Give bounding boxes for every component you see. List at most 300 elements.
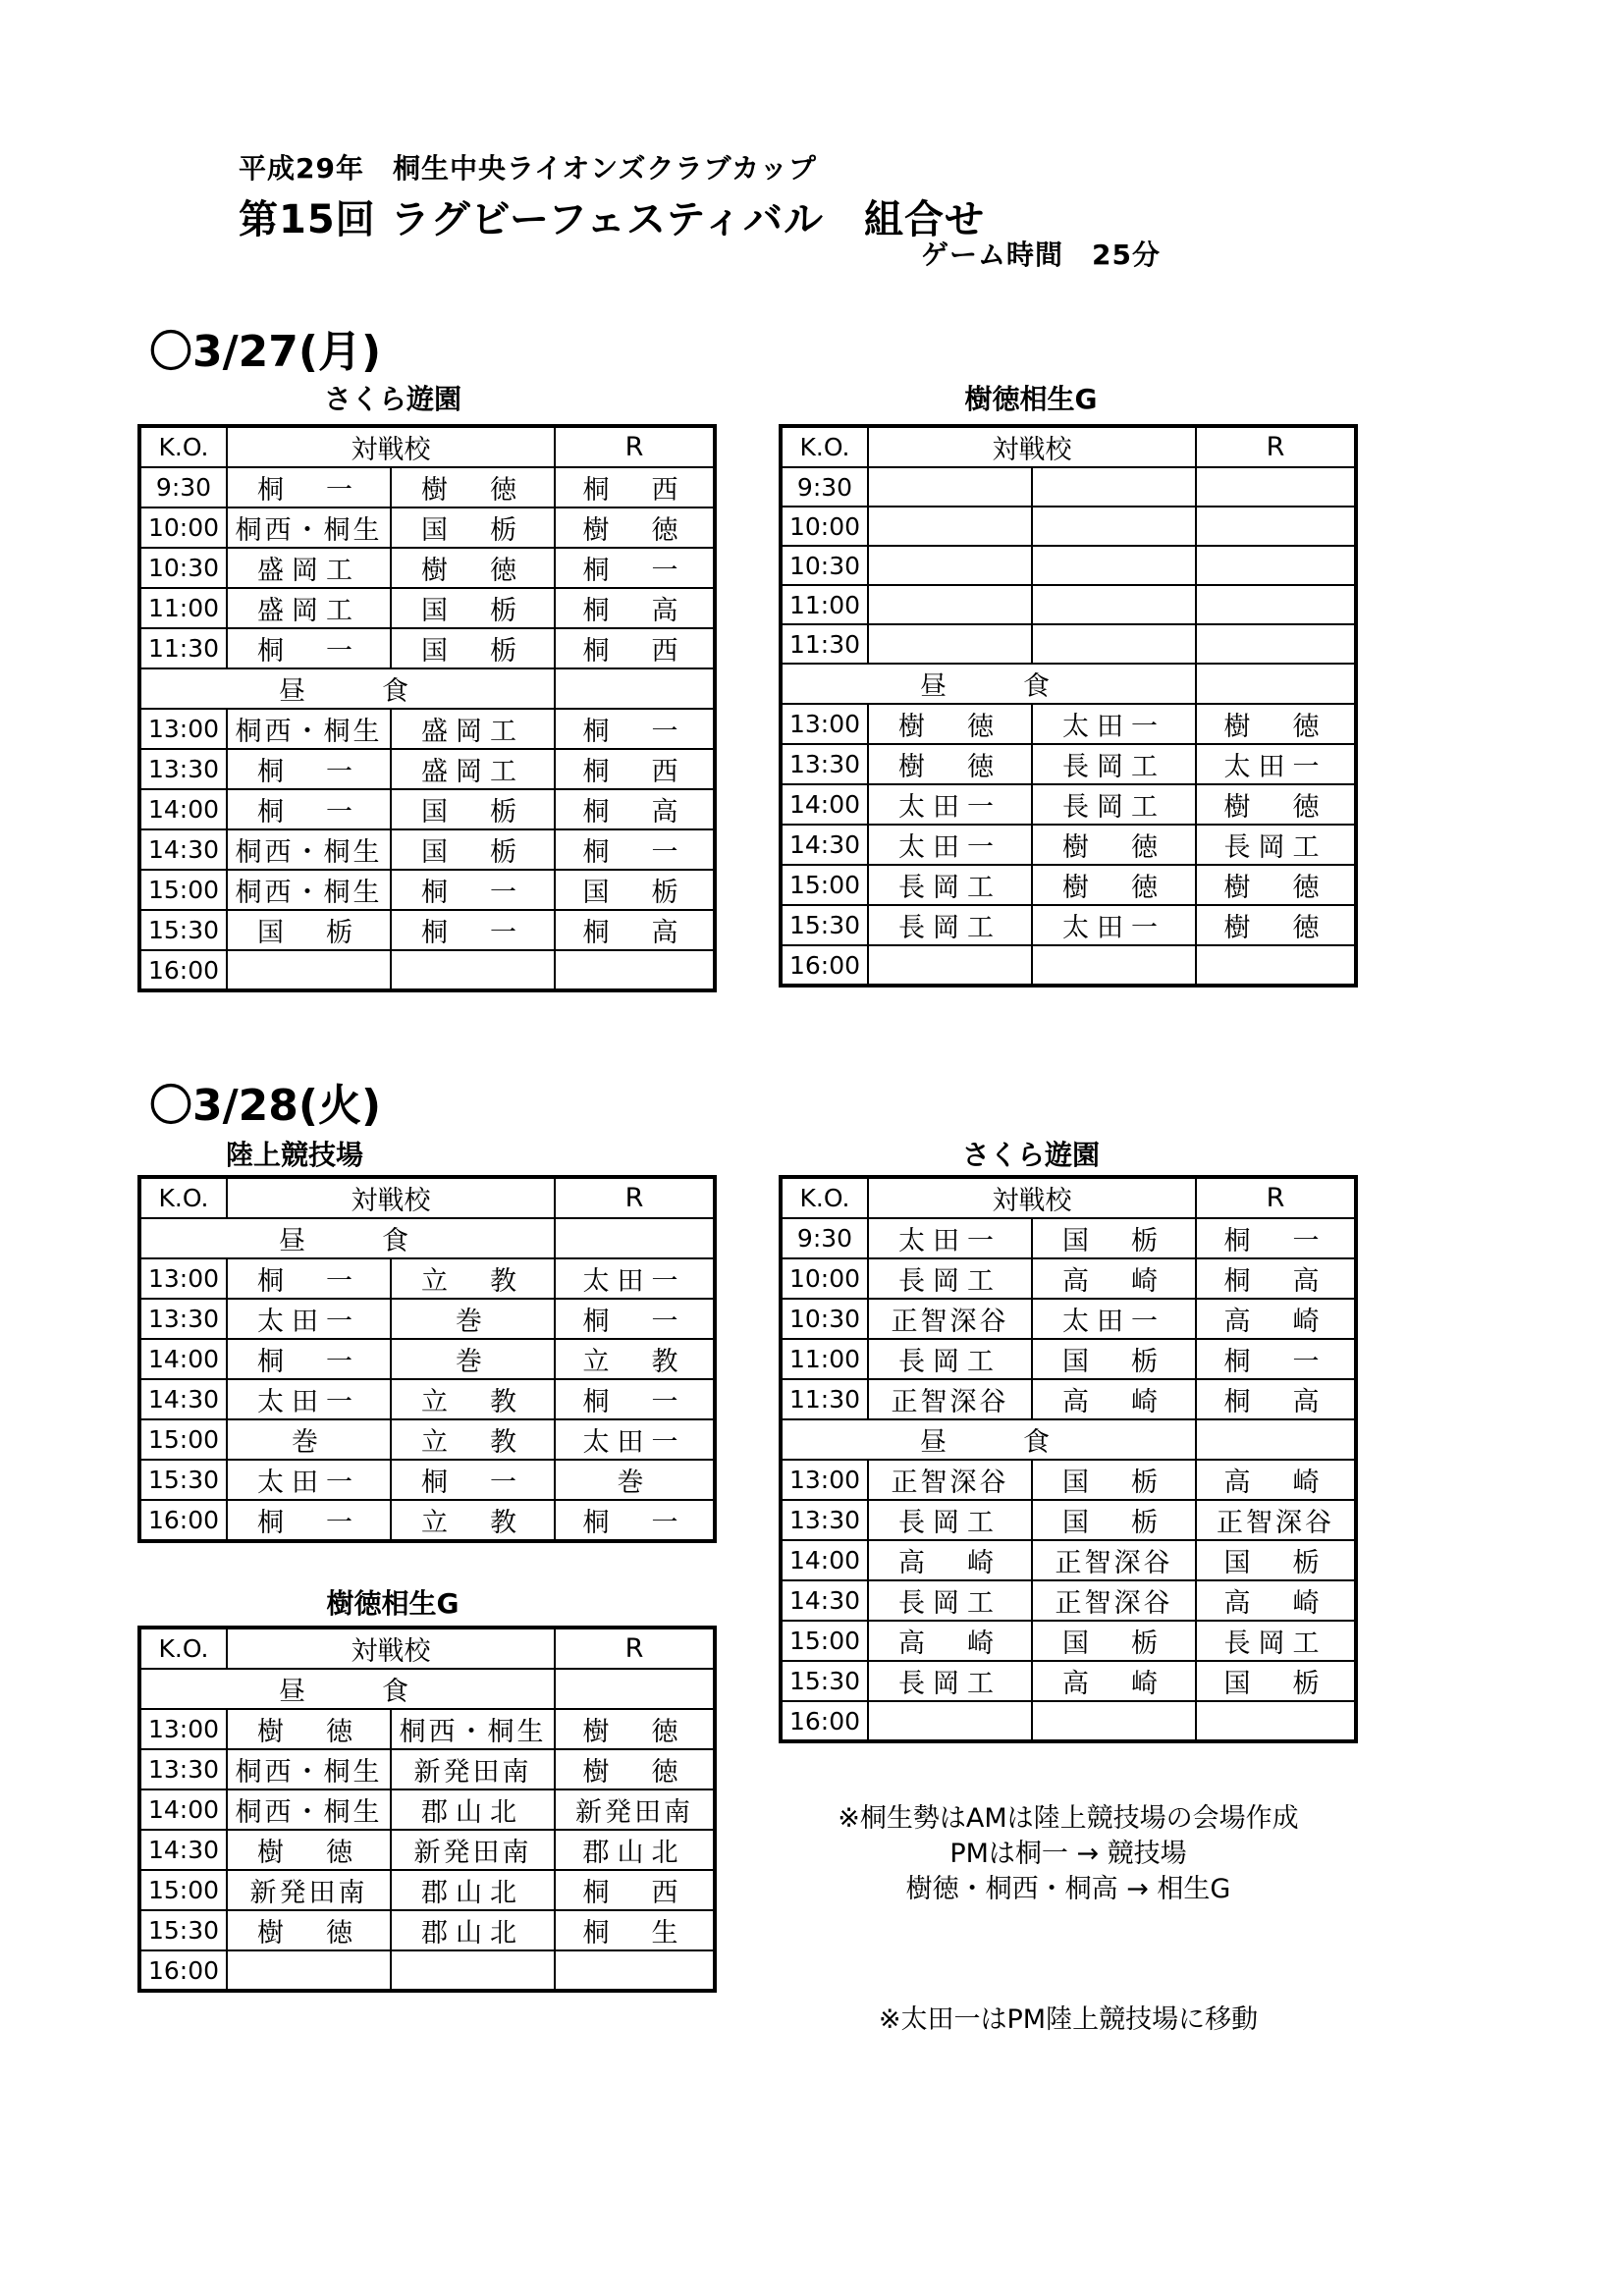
team-cell: 高 崎 [868, 1621, 1032, 1661]
subtitle: 平成29年 桐生中央ライオンズクラブカップ [239, 152, 817, 185]
page-title: 第15回 ラグビーフェスティバル 組合せ [239, 197, 985, 242]
table-row [781, 704, 1356, 744]
table-row [139, 1218, 715, 1258]
referee-cell: 長岡工 [1196, 825, 1356, 865]
table-row [139, 588, 715, 628]
kickoff-time-cell: 14:30 [781, 1580, 868, 1621]
table-row [781, 1580, 1356, 1621]
team-cell: 桐 一 [391, 870, 555, 910]
referee-cell: 新発田南 [555, 1789, 715, 1830]
referee-cell: 正智深谷 [1196, 1500, 1356, 1540]
team-cell: 国 栃 [1032, 1621, 1196, 1661]
kickoff-time-cell: 16:00 [781, 1701, 868, 1741]
team-cell: 長岡工 [1032, 744, 1196, 784]
table-row [781, 1540, 1356, 1580]
team-cell: 国 栃 [391, 829, 555, 870]
column-header-ko: K.O. [781, 1177, 868, 1218]
referee-cell: 桐 生 [555, 1910, 715, 1950]
table-row [781, 1379, 1356, 1419]
referee-cell: 高 崎 [1196, 1460, 1356, 1500]
team-cell: 樹 徳 [227, 1910, 391, 1950]
team-cell: 国 栃 [1032, 1218, 1196, 1258]
team-cell: 正智深谷 [1032, 1540, 1196, 1580]
referee-cell: 郡山北 [555, 1830, 715, 1870]
referee-cell: 桐 一 [555, 1500, 715, 1541]
table-row [781, 744, 1356, 784]
team-cell: 盛岡工 [227, 588, 391, 628]
table-row [781, 905, 1356, 945]
team-cell: 桐西・桐生 [391, 1709, 555, 1749]
team-cell: 桐 一 [227, 1258, 391, 1299]
kickoff-time-cell: 10:00 [139, 507, 227, 548]
table-row [139, 1460, 715, 1500]
column-header-referee: R [555, 1177, 715, 1218]
table-row [139, 950, 715, 990]
team-cell: 長岡工 [868, 865, 1032, 905]
team-cell [1032, 546, 1196, 585]
note-line-1: ※桐生勢はAMは陸上競技場の会場作成 [838, 1803, 1299, 1834]
team-cell: 立 教 [391, 1258, 555, 1299]
kickoff-time-cell: 15:00 [139, 1419, 227, 1460]
table-row [781, 865, 1356, 905]
referee-cell: 高 崎 [1196, 1299, 1356, 1339]
team-cell: 正智深谷 [1032, 1580, 1196, 1621]
team-cell: 長岡工 [868, 1580, 1032, 1621]
table-row [139, 910, 715, 950]
referee-cell: 桐 一 [555, 548, 715, 588]
lunch-break-cell: 昼 食 [781, 1419, 1196, 1460]
referee-cell: 樹 徳 [555, 507, 715, 548]
team-cell: 立 教 [391, 1379, 555, 1419]
team-cell: 樹 徳 [227, 1830, 391, 1870]
kickoff-time-cell: 15:00 [781, 865, 868, 905]
table-row [781, 1419, 1356, 1460]
kickoff-time-cell: 11:00 [781, 585, 868, 624]
team-cell: 桐 一 [227, 628, 391, 668]
column-header-match: 対戦校 [227, 426, 555, 467]
referee-cell: 巻 [555, 1460, 715, 1500]
team-cell: 国 栃 [391, 588, 555, 628]
team-cell: 桐西・桐生 [227, 507, 391, 548]
referee-cell [1196, 467, 1356, 507]
team-cell: 桐 一 [391, 910, 555, 950]
referee-cell: 樹 徳 [1196, 784, 1356, 825]
schedule-table-jutoku-0328 [137, 1626, 717, 1993]
referee-cell: 樹 徳 [1196, 865, 1356, 905]
referee-cell: 桐 西 [555, 749, 715, 789]
kickoff-time-cell: 16:00 [781, 945, 868, 986]
empty-cell [1196, 664, 1356, 704]
referee-cell: 桐 高 [1196, 1258, 1356, 1299]
kickoff-time-cell: 15:00 [781, 1621, 868, 1661]
referee-cell: 太田一 [555, 1258, 715, 1299]
referee-cell: 長岡工 [1196, 1621, 1356, 1661]
kickoff-time-cell: 14:30 [139, 1379, 227, 1419]
team-cell: 盛岡工 [227, 548, 391, 588]
referee-cell: 国 栃 [555, 870, 715, 910]
team-cell: 国 栃 [391, 789, 555, 829]
referee-cell: 太田一 [1196, 744, 1356, 784]
referee-cell [1196, 507, 1356, 546]
kickoff-time-cell: 16:00 [139, 1950, 227, 1991]
column-header-ko: K.O. [781, 426, 868, 467]
team-cell [868, 546, 1032, 585]
team-cell: 桐西・桐生 [227, 1749, 391, 1789]
referee-cell: 桐 一 [1196, 1218, 1356, 1258]
table-row [139, 1379, 715, 1419]
referee-cell: 桐 一 [555, 1299, 715, 1339]
venue-title-t2: 樹徳相生G [964, 383, 1098, 415]
table-row [139, 1339, 715, 1379]
team-cell: 長岡工 [868, 905, 1032, 945]
team-cell: 正智深谷 [868, 1299, 1032, 1339]
team-cell [1032, 467, 1196, 507]
table-row [139, 829, 715, 870]
team-cell: 太田一 [227, 1379, 391, 1419]
kickoff-time-cell: 11:30 [781, 1379, 868, 1419]
table-row [781, 1218, 1356, 1258]
referee-cell: 桐 西 [555, 467, 715, 507]
table-row [781, 1460, 1356, 1500]
table-row [139, 668, 715, 709]
table-row [781, 1621, 1356, 1661]
team-cell: 立 教 [391, 1500, 555, 1541]
team-cell: 国 栃 [1032, 1460, 1196, 1500]
table-row [139, 1419, 715, 1460]
referee-cell: 桐 一 [555, 709, 715, 749]
table-row [139, 1830, 715, 1870]
team-cell [868, 624, 1032, 664]
kickoff-time-cell: 13:30 [139, 1299, 227, 1339]
referee-cell: 桐 高 [555, 588, 715, 628]
referee-cell: 桐 一 [1196, 1339, 1356, 1379]
table-row [139, 1749, 715, 1789]
schedule-table-rikujo-0328 [137, 1175, 717, 1543]
column-header-match: 対戦校 [868, 426, 1196, 467]
team-cell [227, 950, 391, 990]
kickoff-time-cell: 14:30 [139, 829, 227, 870]
notes-block [779, 1801, 1358, 1907]
team-cell: 高 崎 [1032, 1379, 1196, 1419]
kickoff-time-cell: 14:00 [139, 1339, 227, 1379]
column-header-referee: R [555, 426, 715, 467]
lunch-break-cell: 昼 食 [139, 668, 555, 709]
table-row [781, 1500, 1356, 1540]
team-cell: 太田一 [868, 1218, 1032, 1258]
kickoff-time-cell: 15:30 [139, 1460, 227, 1500]
table-row [139, 1910, 715, 1950]
referee-cell: 樹 徳 [1196, 704, 1356, 744]
team-cell: 盛岡工 [391, 709, 555, 749]
table-row [139, 1669, 715, 1709]
team-cell [391, 1950, 555, 1991]
lunch-break-cell: 昼 食 [139, 1218, 555, 1258]
team-cell: 桐 一 [227, 467, 391, 507]
team-cell: 桐 一 [227, 1500, 391, 1541]
table-row [781, 546, 1356, 585]
team-cell: 桐 一 [227, 749, 391, 789]
referee-cell: 立 教 [555, 1339, 715, 1379]
kickoff-time-cell: 15:30 [781, 905, 868, 945]
team-cell: 樹 徳 [391, 548, 555, 588]
team-cell: 桐西・桐生 [227, 1789, 391, 1830]
team-cell: 郡山北 [391, 1789, 555, 1830]
referee-cell: 桐 高 [555, 789, 715, 829]
table-row [139, 1258, 715, 1299]
kickoff-time-cell: 15:00 [139, 1870, 227, 1910]
table-row [781, 1701, 1356, 1741]
team-cell: 巻 [391, 1299, 555, 1339]
table-row [139, 870, 715, 910]
note-line-2: PMは桐一 → 競技場 [949, 1839, 1187, 1869]
referee-cell [1196, 546, 1356, 585]
table-row [139, 1709, 715, 1749]
team-cell: 正智深谷 [868, 1379, 1032, 1419]
table-row [781, 784, 1356, 825]
team-cell: 桐西・桐生 [227, 829, 391, 870]
referee-cell: 桐 一 [555, 829, 715, 870]
kickoff-time-cell: 11:30 [139, 628, 227, 668]
lunch-break-cell: 昼 食 [781, 664, 1196, 704]
referee-cell: 桐 一 [555, 1379, 715, 1419]
referee-cell: 樹 徳 [555, 1749, 715, 1789]
team-cell [1032, 585, 1196, 624]
team-cell: 正智深谷 [868, 1460, 1032, 1500]
team-cell: 長岡工 [868, 1661, 1032, 1701]
referee-cell [555, 950, 715, 990]
team-cell: 太田一 [868, 784, 1032, 825]
kickoff-time-cell: 14:00 [781, 784, 868, 825]
column-header-referee: R [1196, 1177, 1356, 1218]
referee-cell: 太田一 [555, 1419, 715, 1460]
kickoff-time-cell: 16:00 [139, 1500, 227, 1541]
team-cell: 太田一 [1032, 704, 1196, 744]
kickoff-time-cell: 14:00 [139, 789, 227, 829]
table-header-row [139, 426, 715, 467]
referee-cell: 樹 徳 [1196, 905, 1356, 945]
column-header-match: 対戦校 [868, 1177, 1196, 1218]
lunch-break-cell: 昼 食 [139, 1669, 555, 1709]
team-cell: 樹 徳 [1032, 865, 1196, 905]
schedule-table-jutoku-0327 [779, 424, 1358, 988]
kickoff-time-cell: 15:30 [139, 1910, 227, 1950]
kickoff-time-cell: 11:30 [781, 624, 868, 664]
team-cell: 新発田南 [227, 1870, 391, 1910]
table-header-row [781, 1177, 1356, 1218]
team-cell: 長岡工 [868, 1258, 1032, 1299]
kickoff-time-cell: 16:00 [139, 950, 227, 990]
team-cell [868, 585, 1032, 624]
kickoff-time-cell: 15:30 [781, 1661, 868, 1701]
kickoff-time-cell: 13:00 [139, 1709, 227, 1749]
team-cell: 巻 [227, 1419, 391, 1460]
table-header-row [139, 1177, 715, 1218]
table-row [139, 709, 715, 749]
table-row [781, 945, 1356, 986]
team-cell [1032, 1701, 1196, 1741]
game-time: ゲーム時間 25分 [921, 239, 1161, 271]
team-cell: 立 教 [391, 1419, 555, 1460]
kickoff-time-cell: 14:30 [781, 825, 868, 865]
team-cell [391, 950, 555, 990]
team-cell: 郡山北 [391, 1870, 555, 1910]
team-cell: 桐 一 [391, 1460, 555, 1500]
kickoff-time-cell: 13:00 [139, 1258, 227, 1299]
note-line-3: 樹徳・桐西・桐高 → 相生G [905, 1874, 1231, 1904]
team-cell: 国 栃 [227, 910, 391, 950]
kickoff-time-cell: 9:30 [781, 1218, 868, 1258]
table-row [139, 1789, 715, 1830]
schedule-table-sakura-0328 [779, 1175, 1358, 1743]
team-cell: 太田一 [1032, 1299, 1196, 1339]
empty-cell [1196, 1419, 1356, 1460]
table-row [781, 1661, 1356, 1701]
team-cell [227, 1950, 391, 1991]
table-row [139, 749, 715, 789]
table-row [781, 664, 1356, 704]
referee-cell [1196, 945, 1356, 986]
referee-cell: 国 栃 [1196, 1540, 1356, 1580]
team-cell: 新発田南 [391, 1749, 555, 1789]
kickoff-time-cell: 10:30 [139, 548, 227, 588]
empty-cell [555, 1669, 715, 1709]
kickoff-time-cell: 10:30 [781, 546, 868, 585]
team-cell: 樹 徳 [1032, 825, 1196, 865]
team-cell: 長岡工 [868, 1500, 1032, 1540]
table-row [781, 1339, 1356, 1379]
team-cell: 国 栃 [391, 628, 555, 668]
table-row [781, 507, 1356, 546]
kickoff-time-cell: 14:00 [781, 1540, 868, 1580]
day2-label: 〇3/28(火) [149, 1081, 382, 1131]
empty-cell [555, 668, 715, 709]
kickoff-time-cell: 9:30 [781, 467, 868, 507]
referee-cell: 桐 西 [555, 628, 715, 668]
team-cell: 郡山北 [391, 1910, 555, 1950]
empty-cell [555, 1218, 715, 1258]
kickoff-time-cell: 13:00 [781, 704, 868, 744]
referee-cell: 高 崎 [1196, 1580, 1356, 1621]
team-cell [868, 1701, 1032, 1741]
venue-title-t4: 樹徳相生G [326, 1587, 460, 1620]
table-row [781, 1258, 1356, 1299]
kickoff-time-cell: 14:30 [139, 1830, 227, 1870]
column-header-referee: R [555, 1628, 715, 1669]
column-header-ko: K.O. [139, 1177, 227, 1218]
table-row [781, 624, 1356, 664]
kickoff-time-cell: 14:00 [139, 1789, 227, 1830]
table-row [139, 1500, 715, 1541]
kickoff-time-cell: 9:30 [139, 467, 227, 507]
table-row [139, 789, 715, 829]
team-cell: 国 栃 [1032, 1339, 1196, 1379]
column-header-ko: K.O. [139, 426, 227, 467]
column-header-match: 対戦校 [227, 1628, 555, 1669]
team-cell: 長岡工 [1032, 784, 1196, 825]
team-cell [868, 507, 1032, 546]
kickoff-time-cell: 15:00 [139, 870, 227, 910]
team-cell: 長岡工 [868, 1339, 1032, 1379]
referee-cell [1196, 624, 1356, 664]
day1-label: 〇3/27(月) [149, 327, 382, 377]
team-cell [1032, 945, 1196, 986]
team-cell: 樹 徳 [868, 704, 1032, 744]
team-cell [1032, 507, 1196, 546]
team-cell [1032, 624, 1196, 664]
referee-cell: 樹 徳 [555, 1709, 715, 1749]
referee-cell [1196, 1701, 1356, 1741]
team-cell: 太田一 [868, 825, 1032, 865]
referee-cell: 国 栃 [1196, 1661, 1356, 1701]
table-row [139, 628, 715, 668]
kickoff-time-cell: 13:00 [781, 1460, 868, 1500]
column-header-ko: K.O. [139, 1628, 227, 1669]
team-cell: 高 崎 [1032, 1661, 1196, 1701]
referee-cell [555, 1950, 715, 1991]
team-cell: 盛岡工 [391, 749, 555, 789]
note-line-4: ※太田一はPM陸上競技場に移動 [878, 2004, 1259, 2035]
team-cell: 太田一 [227, 1299, 391, 1339]
team-cell: 樹 徳 [391, 467, 555, 507]
table-row [139, 548, 715, 588]
team-cell: 桐 一 [227, 789, 391, 829]
venue-title-t3: 陸上競技場 [225, 1139, 363, 1171]
referee-cell [1196, 585, 1356, 624]
team-cell: 樹 徳 [227, 1709, 391, 1749]
kickoff-time-cell: 13:30 [781, 744, 868, 784]
team-cell: 新発田南 [391, 1830, 555, 1870]
team-cell: 国 栃 [1032, 1500, 1196, 1540]
schedule-table-sakura-0327 [137, 424, 717, 992]
team-cell: 高 崎 [1032, 1258, 1196, 1299]
referee-cell: 桐 高 [1196, 1379, 1356, 1419]
kickoff-time-cell: 13:30 [139, 1749, 227, 1789]
table-row [781, 585, 1356, 624]
team-cell: 高 崎 [868, 1540, 1032, 1580]
team-cell: 太田一 [1032, 905, 1196, 945]
team-cell: 樹 徳 [868, 744, 1032, 784]
team-cell: 桐西・桐生 [227, 709, 391, 749]
table-row [781, 467, 1356, 507]
table-row [139, 1299, 715, 1339]
table-row [781, 825, 1356, 865]
table-header-row [781, 426, 1356, 467]
team-cell: 国 栃 [391, 507, 555, 548]
referee-cell: 桐 西 [555, 1870, 715, 1910]
referee-cell: 桐 高 [555, 910, 715, 950]
team-cell: 桐西・桐生 [227, 870, 391, 910]
kickoff-time-cell: 11:00 [781, 1339, 868, 1379]
kickoff-time-cell: 13:00 [139, 709, 227, 749]
kickoff-time-cell: 15:30 [139, 910, 227, 950]
team-cell: 太田一 [227, 1460, 391, 1500]
team-cell: 桐 一 [227, 1339, 391, 1379]
table-row [139, 1870, 715, 1910]
venue-title-t5: さくら遊園 [961, 1139, 1100, 1171]
table-row [139, 1950, 715, 1991]
kickoff-time-cell: 13:30 [781, 1500, 868, 1540]
table-row [139, 467, 715, 507]
kickoff-time-cell: 10:30 [781, 1299, 868, 1339]
team-cell [868, 945, 1032, 986]
column-header-match: 対戦校 [227, 1177, 555, 1218]
table-row [781, 1299, 1356, 1339]
team-cell: 巻 [391, 1339, 555, 1379]
kickoff-time-cell: 13:30 [139, 749, 227, 789]
table-row [139, 507, 715, 548]
kickoff-time-cell: 10:00 [781, 507, 868, 546]
kickoff-time-cell: 10:00 [781, 1258, 868, 1299]
